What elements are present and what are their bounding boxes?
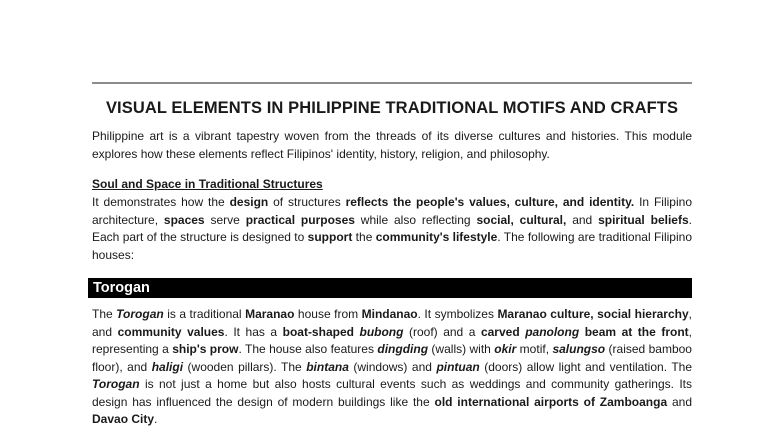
text-run: . The house also features: [238, 342, 378, 356]
text-run: . It symbolizes: [417, 307, 498, 321]
text-run-bold-italic: Torogan: [116, 307, 164, 321]
text-run: (raised bamboo floor), and: [92, 342, 692, 374]
text-run: and: [667, 394, 692, 409]
page-title: VISUAL ELEMENTS IN PHILIPPINE TRADITIONAL MOTIFS AND CRAFTS: [105, 99, 679, 117]
text-run: (walls) with: [428, 342, 495, 356]
text-run-bold: Maranao: [245, 307, 295, 321]
text-run: serve: [204, 212, 246, 227]
text-run-bold: Mindanao: [361, 307, 418, 321]
text-run-bold: old international airports of Zamboanga: [434, 394, 668, 409]
text-run: It demonstrates how the: [92, 195, 230, 209]
text-run-bold: community's lifestyle: [375, 230, 498, 244]
text-run-bold: spiritual beliefs: [598, 212, 689, 227]
text-run-bold: reflects the people's values, culture, and identity.: [345, 195, 635, 209]
text-run: (wooden pillars). The: [183, 359, 307, 374]
section-banner: Torogan: [88, 278, 692, 298]
text-run-bold: boat-shaped: [282, 324, 354, 339]
text-run-bold: practical purposes: [245, 212, 355, 227]
torogan-paragraph: [92, 306, 692, 429]
text-run-bold-italic: haligi: [151, 359, 184, 374]
text-run: . It has a: [224, 324, 283, 339]
text-run-bold: carved: [480, 324, 520, 339]
text-run: . Each part of the structure is designed to: [92, 212, 692, 244]
text-run-bold-italic: pintuan: [436, 359, 480, 374]
text-run-bold-italic: panolong: [525, 324, 580, 339]
text-run: while also reflecting: [354, 212, 477, 227]
text-run-bold-italic: bubong: [359, 324, 404, 339]
text-run-bold: beam at the front: [584, 324, 689, 339]
text-run-bold-italic: salungso: [552, 342, 606, 356]
text-run-bold: social, cultural,: [476, 212, 567, 227]
intro-text: Philippine art is a vibrant tapestry woven from the threads of its diverse cultures and histories. This module explores how these elements reflect Filipinos' identity, history, religion, and philosophy.: [92, 129, 692, 161]
text-run: (doors) allow light and ventilation. The: [479, 359, 692, 374]
text-run-bold-italic: bintana: [306, 359, 349, 374]
section-paragraph: [92, 194, 692, 264]
text-run-bold: Davao City: [92, 412, 155, 426]
text-run: is a traditional: [163, 307, 246, 321]
text-run: house from: [294, 307, 362, 321]
text-run-bold: Maranao culture, social hierarchy: [497, 307, 689, 321]
text-run-bold-italic: dingding: [377, 342, 429, 356]
text-run: , and: [92, 307, 692, 339]
text-run: In Filipino architecture,: [92, 195, 692, 227]
section-heading: Soul and Space in Traditional Structures: [92, 177, 323, 191]
text-run: of structures: [268, 195, 346, 209]
text-run-bold-italic: okir: [494, 342, 517, 356]
text-run: is not just a home but also hosts cultural events such as weddings and community gatherings. Its design has influenced the design of modern buildings like the: [92, 377, 692, 409]
text-run: motif,: [516, 342, 553, 356]
intro-paragraph: [92, 128, 692, 163]
text-run-bold-italic: Torogan: [92, 377, 140, 391]
text-run: the: [352, 230, 376, 244]
text-run: (roof) and a: [403, 324, 481, 339]
text-run: (windows) and: [348, 359, 437, 374]
text-run-bold: ship's prow: [172, 342, 239, 356]
text-run-bold: spaces: [163, 212, 205, 227]
text-run-bold: community values: [117, 324, 225, 339]
text-run-bold: design: [229, 195, 269, 209]
top-divider: [92, 82, 692, 84]
text-run: .: [154, 412, 158, 426]
text-run-bold: support: [307, 230, 353, 244]
text-run: The: [92, 307, 117, 321]
text-run: , representing a: [92, 324, 692, 356]
text-run: . The following are traditional Filipino houses:: [92, 230, 692, 262]
text-run: and: [566, 212, 599, 227]
